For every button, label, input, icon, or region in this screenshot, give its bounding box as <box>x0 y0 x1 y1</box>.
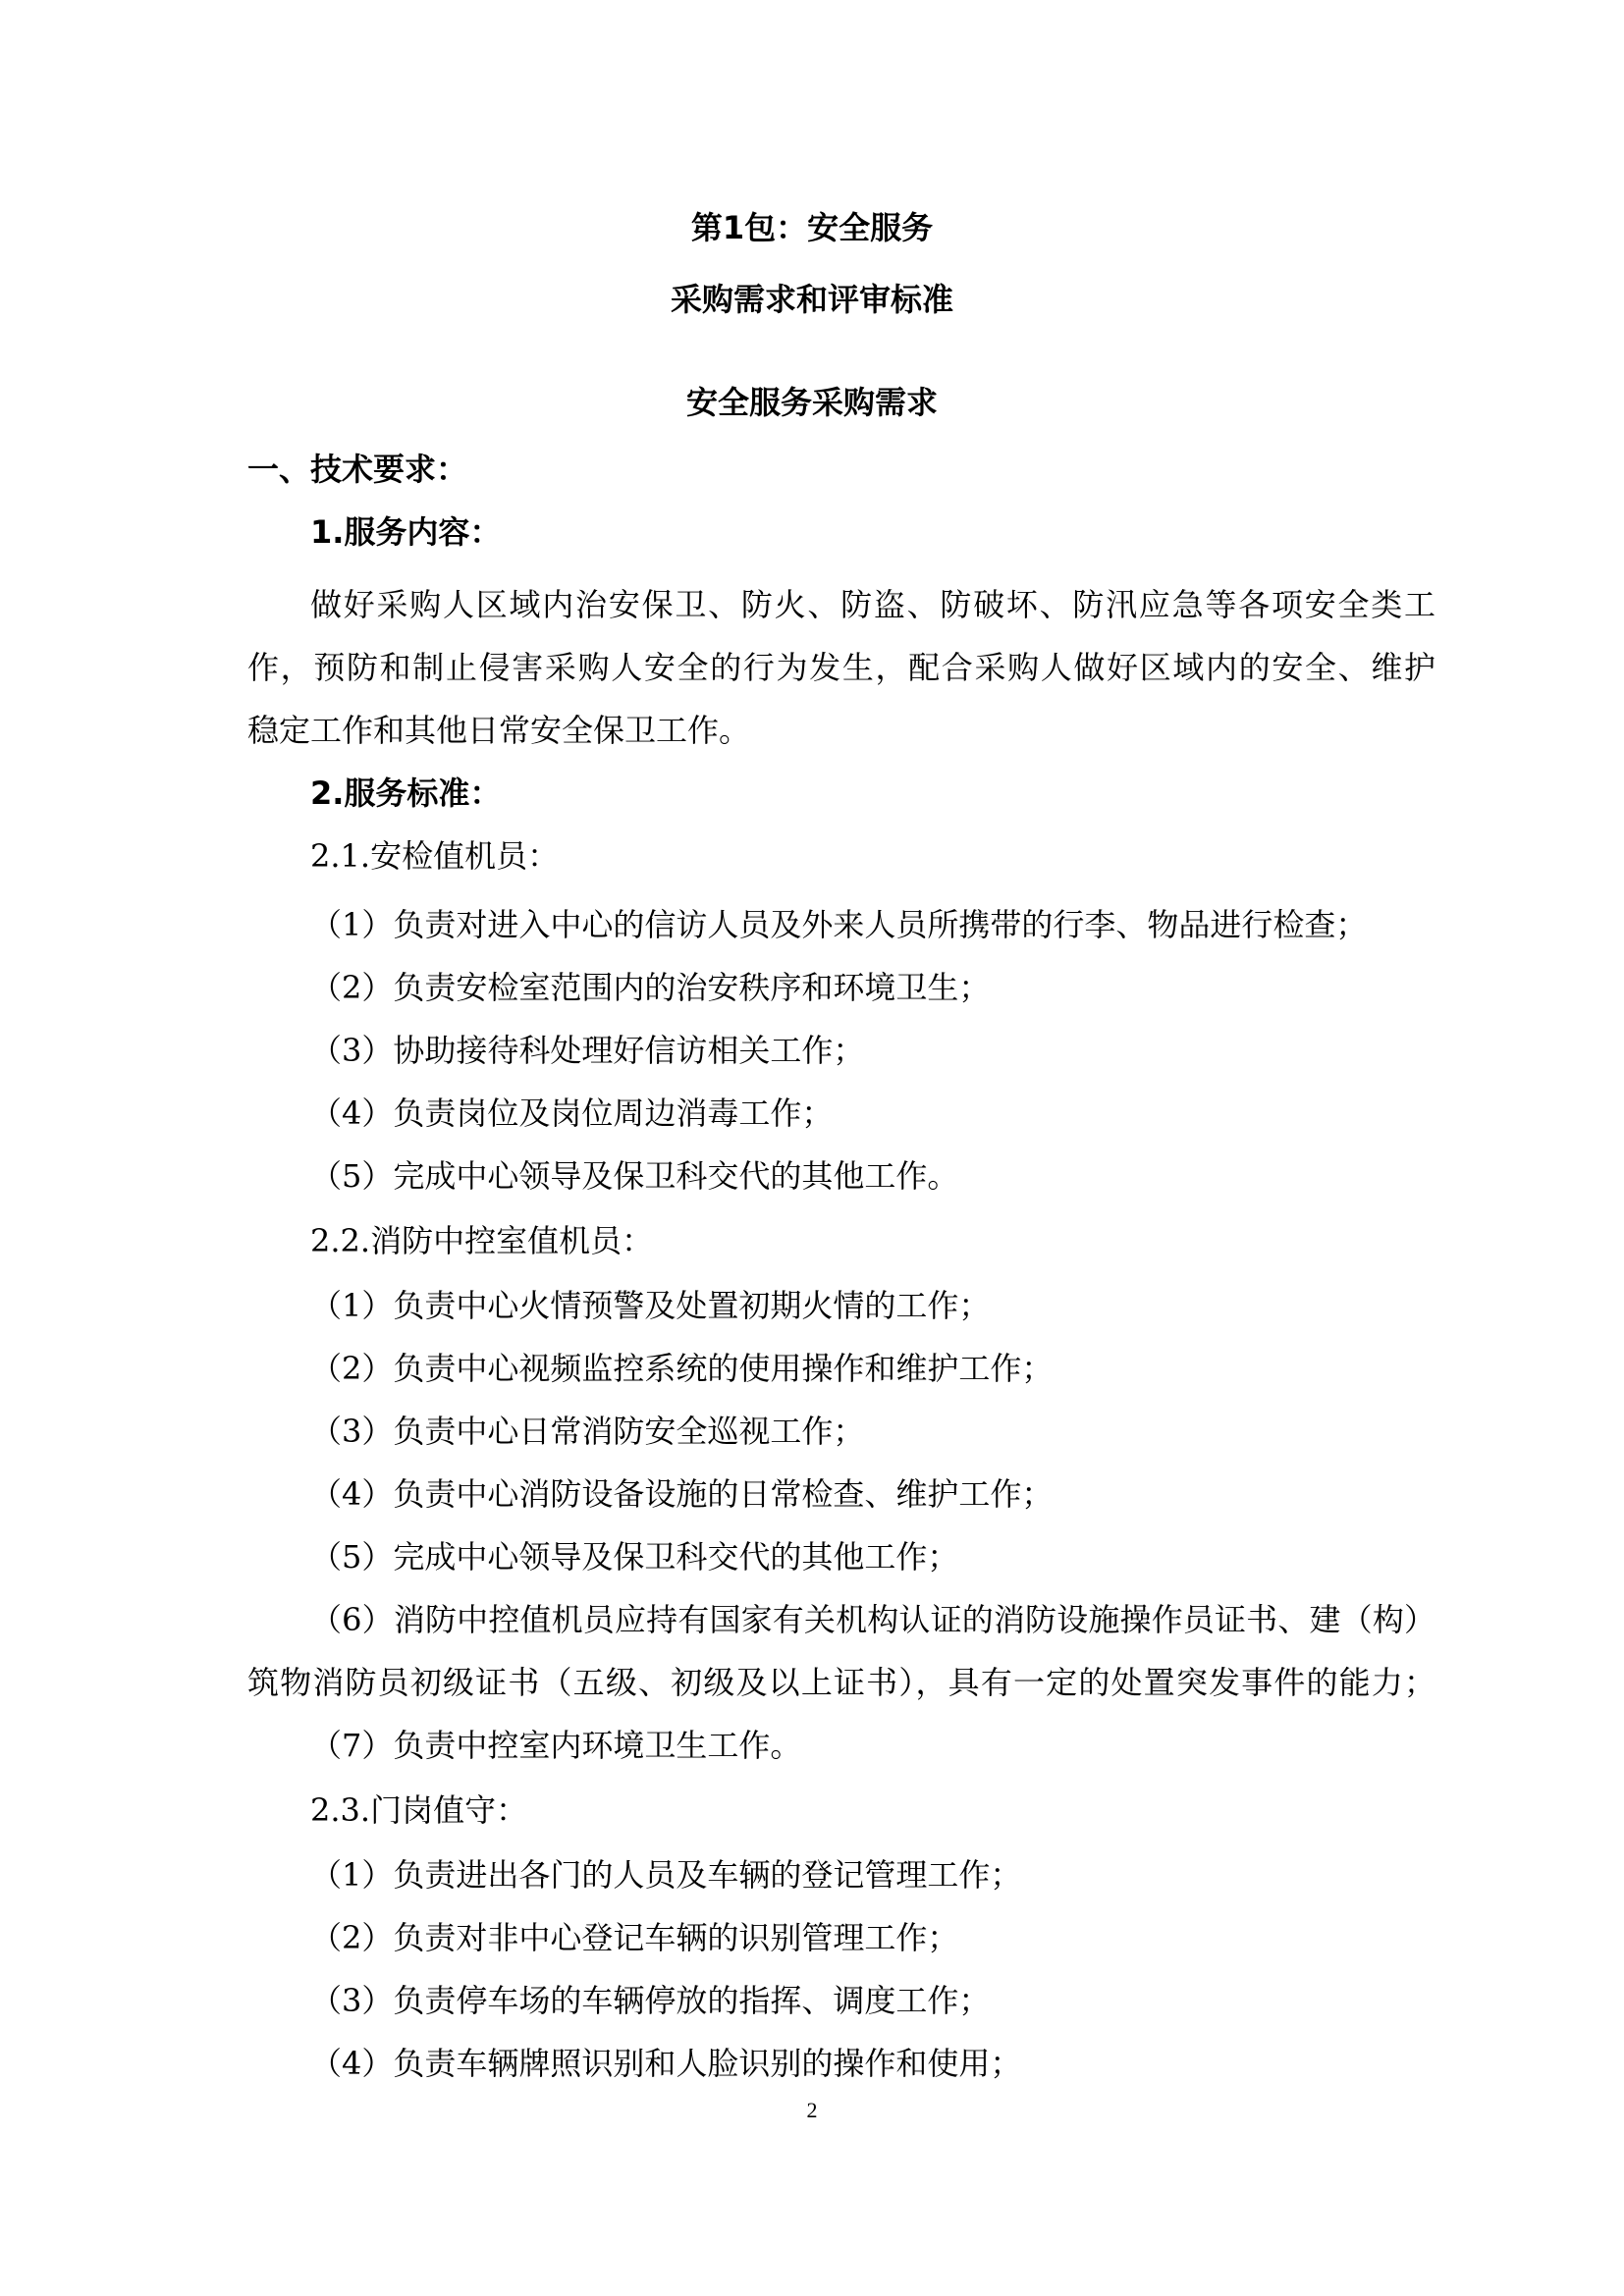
s23-item-3: （3）负责停车场的车辆停放的指挥、调度工作； <box>310 1982 991 2019</box>
s23-item-4: （4）负责车辆牌照识别和人脸识别的操作和使用； <box>310 2045 1022 2082</box>
heading-content: 1.服务内容： <box>310 513 502 551</box>
s23-item-1: （1）负责进出各门的人员及车辆的登记管理工作； <box>310 1856 1022 1894</box>
s22-item-6-line-1: （6）消防中控值机员应持有国家有关机构认证的消防设施操作员证书、建（构） <box>310 1601 1435 1638</box>
s23-item-2: （2）负责对非中心登记车辆的识别管理工作； <box>310 1919 959 1956</box>
s21-item-3: （3）协助接待科处理好信访相关工作； <box>310 1032 865 1069</box>
page-number: 2 <box>806 2098 818 2122</box>
intro-line-3: 稳定工作和其他日常安全保卫工作。 <box>247 712 751 749</box>
intro-line-2: 作，预防和制止侵害采购人安全的行为发生，配合采购人做好区域内的安全、维护 <box>247 649 1435 686</box>
s21-item-5: （5）完成中心领导及保卫科交代的其他工作。 <box>310 1157 959 1195</box>
s21-item-2: （2）负责安检室范围内的治安秩序和环境卫生； <box>310 969 991 1006</box>
s22-item-3: （3）负责中心日常消防安全巡视工作； <box>310 1413 865 1450</box>
s22-item-5: （5）完成中心领导及保卫科交代的其他工作； <box>310 1538 959 1575</box>
s22-item-7: （7）负责中控室内环境卫生工作。 <box>310 1727 802 1764</box>
s22-item-1: （1）负责中心火情预警及处置初期火情的工作； <box>310 1287 991 1324</box>
heading-tech: 一、技术要求： <box>247 451 468 488</box>
s22-item-4: （4）负责中心消防设备设施的日常检查、维护工作； <box>310 1475 1054 1513</box>
s21-item-1: （1）负责对进入中心的信访人员及外来人员所携带的行李、物品进行检查； <box>310 906 1368 943</box>
s21-title: 2.1.安检值机员： <box>310 837 560 875</box>
s21-item-4: （4）负责岗位及岗位周边消毒工作； <box>310 1095 834 1132</box>
subtitle: 采购需求和评审标准 <box>670 281 953 318</box>
section-title: 安全服务采购需求 <box>685 384 938 421</box>
s22-title: 2.2.消防中控室值机员： <box>310 1222 654 1259</box>
heading-standard: 2.服务标准： <box>310 774 502 812</box>
s23-title: 2.3.门岗值守： <box>310 1791 528 1829</box>
intro-line-1: 做好采购人区域内治安保卫、防火、防盗、防破坏、防汛应急等各项安全类工 <box>310 586 1435 623</box>
s22-item-6-line-2: 筑物消防员初级证书（五级、初级及以上证书），具有一定的处置突发事件的能力； <box>247 1664 1435 1701</box>
package-title: 第1包：安全服务 <box>690 209 934 246</box>
s22-item-2: （2）负责中心视频监控系统的使用操作和维护工作； <box>310 1350 1054 1387</box>
